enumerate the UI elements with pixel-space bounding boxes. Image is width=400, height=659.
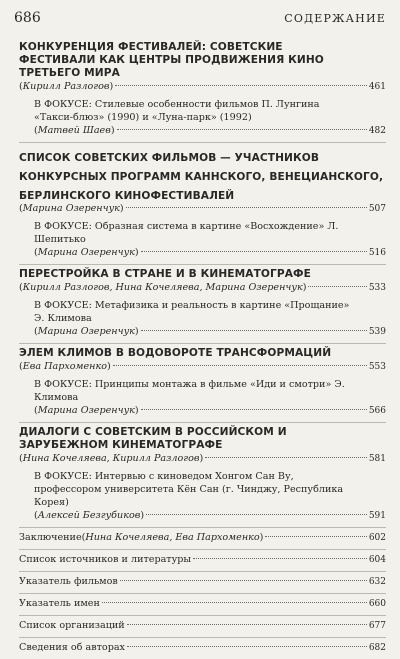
leader-dots xyxy=(193,558,367,559)
leader-dots xyxy=(146,514,367,515)
focus-text[interactable]: В ФОКУСЕ: Метафизика и реальность в картине «Прощание» Э. Климова xyxy=(34,300,350,324)
focus-author: Марина Озеренчук xyxy=(37,326,135,337)
leader-dots xyxy=(141,330,367,331)
toc-entry xyxy=(19,572,386,594)
leader-dots xyxy=(117,129,367,130)
entry-page[interactable]: 677 xyxy=(368,621,386,631)
section-author: Марина Озеренчук xyxy=(22,203,120,214)
toc-entry: Заключение ( Нина Кочеляева, Ева Пархоменко ) 602 xyxy=(19,528,386,550)
section-page[interactable]: 507 xyxy=(368,204,386,214)
section-author: Кирилл Разлогов xyxy=(22,81,110,92)
leader-dots xyxy=(115,85,367,86)
focus-text[interactable]: В ФОКУСЕ: Принципы монтажа в фильме «Иди и смотри» Э. Климова xyxy=(34,379,345,403)
focus-page[interactable]: 482 xyxy=(368,126,386,136)
entry-text[interactable]: Указатель имен xyxy=(19,598,100,609)
entry-text[interactable]: Список источников и литературы xyxy=(19,554,192,565)
leader-dots xyxy=(120,580,367,581)
leader-dots xyxy=(141,409,367,410)
toc-section xyxy=(19,423,386,528)
entry-page[interactable]: 602 xyxy=(368,533,386,543)
focus-entry: В ФОКУСЕ: Принципы монтажа в фильме «Иди и смотри» Э. Климова ( Марина Озеренчук ) 566 xyxy=(34,379,386,416)
section-author-line: ( Кирилл Разлогов, Нина Кочеляева, Марина Озеренчук ) 533 xyxy=(19,282,386,293)
entry-text[interactable]: Указатель фильмов xyxy=(19,576,118,587)
focus-text[interactable]: В ФОКУСЕ: Образная система в картине «Восхождение» Л. Шепитько xyxy=(34,221,339,245)
toc-entry xyxy=(19,638,386,659)
toc-section xyxy=(19,143,386,265)
toc-section xyxy=(19,344,386,423)
toc-section xyxy=(19,265,386,344)
section-author: Кирилл Разлогов, Нина Кочеляева, Марина Озеренчук xyxy=(22,282,303,293)
section-page[interactable]: 553 xyxy=(368,362,386,372)
entry-page[interactable]: 604 xyxy=(368,555,386,565)
leader-dots xyxy=(127,646,367,647)
entry-page[interactable]: 660 xyxy=(368,599,386,609)
running-head: СОДЕРЖАНИЕ xyxy=(284,12,386,25)
section-title[interactable]: СПИСОК СОВЕТСКИХ ФИЛЬМОВ — УЧАСТНИКОВ КОНКУРСНЫХ ПРОГРАММ КАННСКОГО, ВЕНЕЦИАНСКОГО, БЕРЛИНСКОГО КИНОФЕСТИВАЛЕЙ xyxy=(19,152,384,202)
focus-entry: В ФОКУСЕ: Стилевые особенности фильмов П. Лунгина «Такси-блюз» (1990) и «Луна-парк» (1992) ( Матвей Шаев ) 482 xyxy=(34,99,386,136)
section-author-line: ( Марина Озеренчук ) 507 xyxy=(19,203,386,214)
toc-section xyxy=(19,38,386,143)
focus-page[interactable]: 591 xyxy=(368,511,386,521)
page-number: 686 xyxy=(14,10,41,26)
page-header xyxy=(14,10,386,32)
focus-page[interactable]: 566 xyxy=(368,406,386,416)
table-of-contents xyxy=(19,38,386,659)
section-page[interactable]: 581 xyxy=(368,454,386,464)
focus-text[interactable]: В ФОКУСЕ: Интервью с киноведом Хонгом Сан Ву, профессором университета Кён Сан (г. Чинджу, Республика Корея) xyxy=(34,471,344,508)
section-author: Ева Пархоменко xyxy=(22,361,107,372)
leader-dots xyxy=(126,207,367,208)
section-page[interactable]: 461 xyxy=(368,82,386,92)
entry-text[interactable]: Список организаций xyxy=(19,620,125,631)
section-title[interactable]: ПЕРЕСТРОЙКА В СТРАНЕ И В КИНЕМАТОГРАФЕ xyxy=(19,268,311,280)
section-author-line: ( Ева Пархоменко ) 553 xyxy=(19,361,386,372)
focus-page[interactable]: 516 xyxy=(368,248,386,258)
section-title[interactable]: КОНКУРЕНЦИЯ ФЕСТИВАЛЕЙ: СОВЕТСКИЕ ФЕСТИВАЛИ КАК ЦЕНТРЫ ПРОДВИЖЕНИЯ КИНО ТРЕТЬЕГО МИРА xyxy=(19,41,324,79)
entry-page[interactable]: 632 xyxy=(368,577,386,587)
focus-author: Марина Озеренчук xyxy=(37,405,135,416)
entry-text[interactable]: Заключение xyxy=(19,532,82,543)
entry-page[interactable]: 682 xyxy=(368,643,386,653)
section-author-line: ( Нина Кочеляева, Кирилл Разлогов ) 581 xyxy=(19,453,386,464)
toc-entry xyxy=(19,550,386,572)
entry-author: Нина Кочеляева, Ева Пархоменко xyxy=(85,532,260,543)
leader-dots xyxy=(308,286,366,287)
focus-entry: В ФОКУСЕ: Метафизика и реальность в картине «Прощание» Э. Климова ( Марина Озеренчук ) 539 xyxy=(34,300,386,337)
leader-dots xyxy=(265,536,366,537)
leader-dots xyxy=(102,602,367,603)
leader-dots xyxy=(141,251,367,252)
focus-page[interactable]: 539 xyxy=(368,327,386,337)
toc-entry xyxy=(19,616,386,638)
focus-entry: В ФОКУСЕ: Образная система в картине «Восхождение» Л. Шепитько ( Марина Озеренчук ) 516 xyxy=(34,221,386,258)
focus-author: Алексей Безгубиков xyxy=(37,510,141,521)
section-author: Нина Кочеляева, Кирилл Разлогов xyxy=(22,453,200,464)
focus-author: Марина Озеренчук xyxy=(37,247,135,258)
section-title[interactable]: ЭЛЕМ КЛИМОВ В ВОДОВОРОТЕ ТРАНСФОРМАЦИЙ xyxy=(19,347,332,359)
focus-author: Матвей Шаев xyxy=(37,125,111,136)
entry-text[interactable]: Сведения об авторах xyxy=(19,642,125,653)
focus-entry: В ФОКУСЕ: Интервью с киноведом Хонгом Сан Ву, профессором университета Кён Сан (г. Чинджу, Республика Корея) ( Алексей Безгубиков ) 591 xyxy=(34,471,386,521)
leader-dots xyxy=(205,457,367,458)
leader-dots xyxy=(127,624,367,625)
section-title[interactable]: ДИАЛОГИ С СОВЕТСКИМ В РОССИЙСКОМ И ЗАРУБЕЖНОМ КИНЕМАТОГРАФЕ xyxy=(19,426,287,451)
section-page[interactable]: 533 xyxy=(368,283,386,293)
section-author-line: ( Кирилл Разлогов ) 461 xyxy=(19,81,386,92)
leader-dots xyxy=(113,365,367,366)
toc-entry xyxy=(19,594,386,616)
focus-text[interactable]: В ФОКУСЕ: Стилевые особенности фильмов П. Лунгина «Такси-блюз» (1990) и «Луна-парк» (1992) xyxy=(34,99,320,123)
